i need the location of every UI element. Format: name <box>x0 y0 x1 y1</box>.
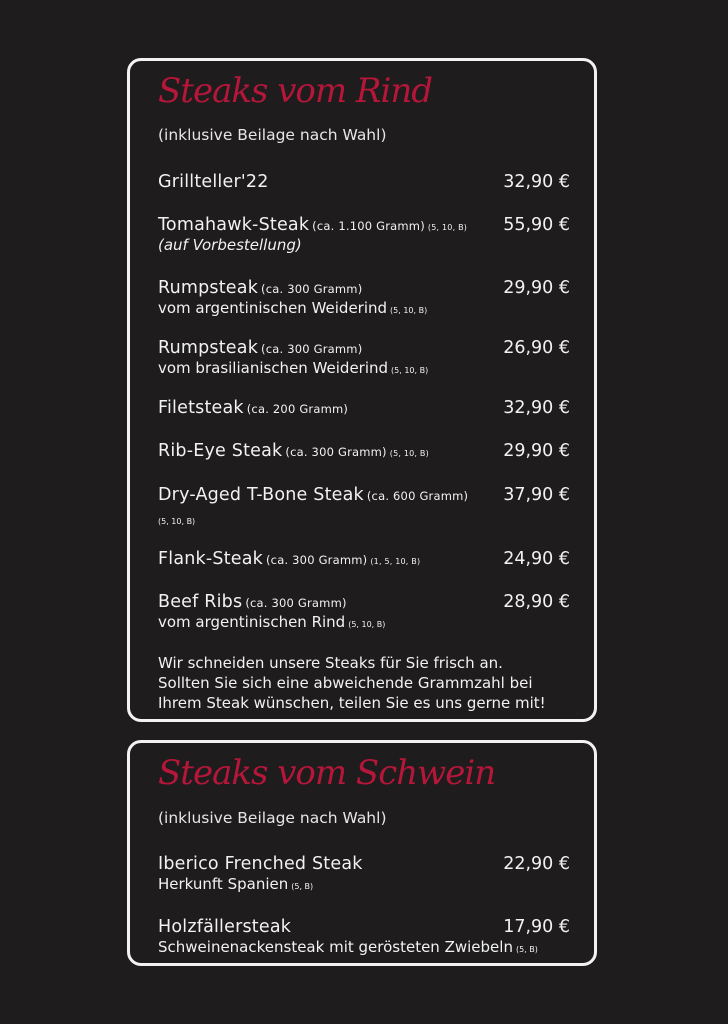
item-price: 24,90 € <box>503 549 570 569</box>
item-price: 32,90 € <box>503 398 570 418</box>
allergen-codes: (5, 10, B) <box>391 366 429 375</box>
item-weight: (ca. 600 Gramm) <box>366 489 469 503</box>
allergen-codes: (1, 5, 10, B) <box>370 557 421 566</box>
item-weight: (ca. 300 Gramm) <box>266 553 368 567</box>
item-price: 37,90 € <box>503 485 570 505</box>
allergen-codes: (5, B) <box>291 882 314 891</box>
menu-item <box>158 485 570 528</box>
item-note: (auf Vorbestellung) <box>158 236 302 254</box>
menu-item <box>158 549 570 569</box>
steaks-schwein-section <box>127 740 597 966</box>
item-price: 55,90 € <box>503 215 570 235</box>
note-line: Ihrem Steak wünschen, teilen Sie es uns gerne mit! <box>158 694 546 712</box>
allergen-codes: (5, 10, B) <box>427 223 468 232</box>
item-price: 32,90 € <box>503 172 570 192</box>
item-price: 22,90 € <box>503 854 570 874</box>
section-title: Steaks vom Rind <box>158 71 433 111</box>
item-weight: (ca. 1.100 Gramm) <box>312 219 425 233</box>
note-line: Sollten Sie sich eine abweichende Grammzahl bei <box>158 674 533 692</box>
item-price: 28,90 € <box>503 592 570 612</box>
menu-item <box>158 215 570 254</box>
item-name: Rumpsteak <box>158 278 259 298</box>
item-name: Holzfällersteak <box>158 917 292 937</box>
item-origin: vom argentinischen Weiderind <box>158 299 388 317</box>
item-weight: (ca. 300 Gramm) <box>261 342 363 356</box>
menu-item <box>158 398 570 418</box>
menu-item <box>158 172 570 192</box>
menu-item <box>158 338 570 377</box>
item-price: 17,90 € <box>503 917 570 937</box>
section-title: Steaks vom Schwein <box>158 753 496 793</box>
item-name: Filetsteak <box>158 398 244 418</box>
item-name: Iberico Frenched Steak <box>158 854 363 874</box>
menu-item <box>158 917 570 956</box>
item-name: Beef Ribs <box>158 592 243 612</box>
item-name: Flank-Steak <box>158 549 263 569</box>
menu-item <box>158 854 570 893</box>
menu-item <box>158 441 570 461</box>
steak-note <box>158 653 574 713</box>
menu-item <box>158 592 570 631</box>
item-name: Grillteller'22 <box>158 172 269 192</box>
item-weight: (ca. 200 Gramm) <box>246 402 349 416</box>
allergen-codes: (5, 10, B) <box>389 449 429 458</box>
menu-item <box>158 278 570 317</box>
item-name: Dry-Aged T-Bone Steak <box>158 485 364 505</box>
section-subtitle: (inklusive Beilage nach Wahl) <box>158 126 387 144</box>
item-origin: vom brasilianischen Weiderind <box>158 359 389 377</box>
item-price: 26,90 € <box>503 338 570 358</box>
item-name: Tomahawk-Steak <box>158 215 310 235</box>
item-weight: (ca. 300 Gramm) <box>285 445 387 459</box>
note-line: Wir schneiden unsere Steaks für Sie frisch an. <box>158 654 503 672</box>
steaks-rind-section <box>127 58 597 722</box>
item-description: Schweinenackensteak mit gerösteten Zwiebeln <box>158 938 513 956</box>
item-name: Rumpsteak <box>158 338 259 358</box>
allergen-codes: (5, 10, B) <box>348 620 386 629</box>
allergen-codes: (5, 10, B) <box>390 306 428 315</box>
item-origin: Herkunft Spanien <box>158 875 289 893</box>
item-weight: (ca. 300 Gramm) <box>261 282 363 296</box>
item-origin: vom argentinischen Rind <box>158 613 346 631</box>
item-price: 29,90 € <box>503 441 570 461</box>
item-weight: (ca. 300 Gramm) <box>245 596 347 610</box>
item-name: Rib-Eye Steak <box>158 441 283 461</box>
allergen-codes: (5, B) <box>515 945 538 954</box>
item-price: 29,90 € <box>503 278 570 298</box>
section-subtitle: (inklusive Beilage nach Wahl) <box>158 809 387 827</box>
allergen-codes: (5, 10, B) <box>158 517 196 526</box>
